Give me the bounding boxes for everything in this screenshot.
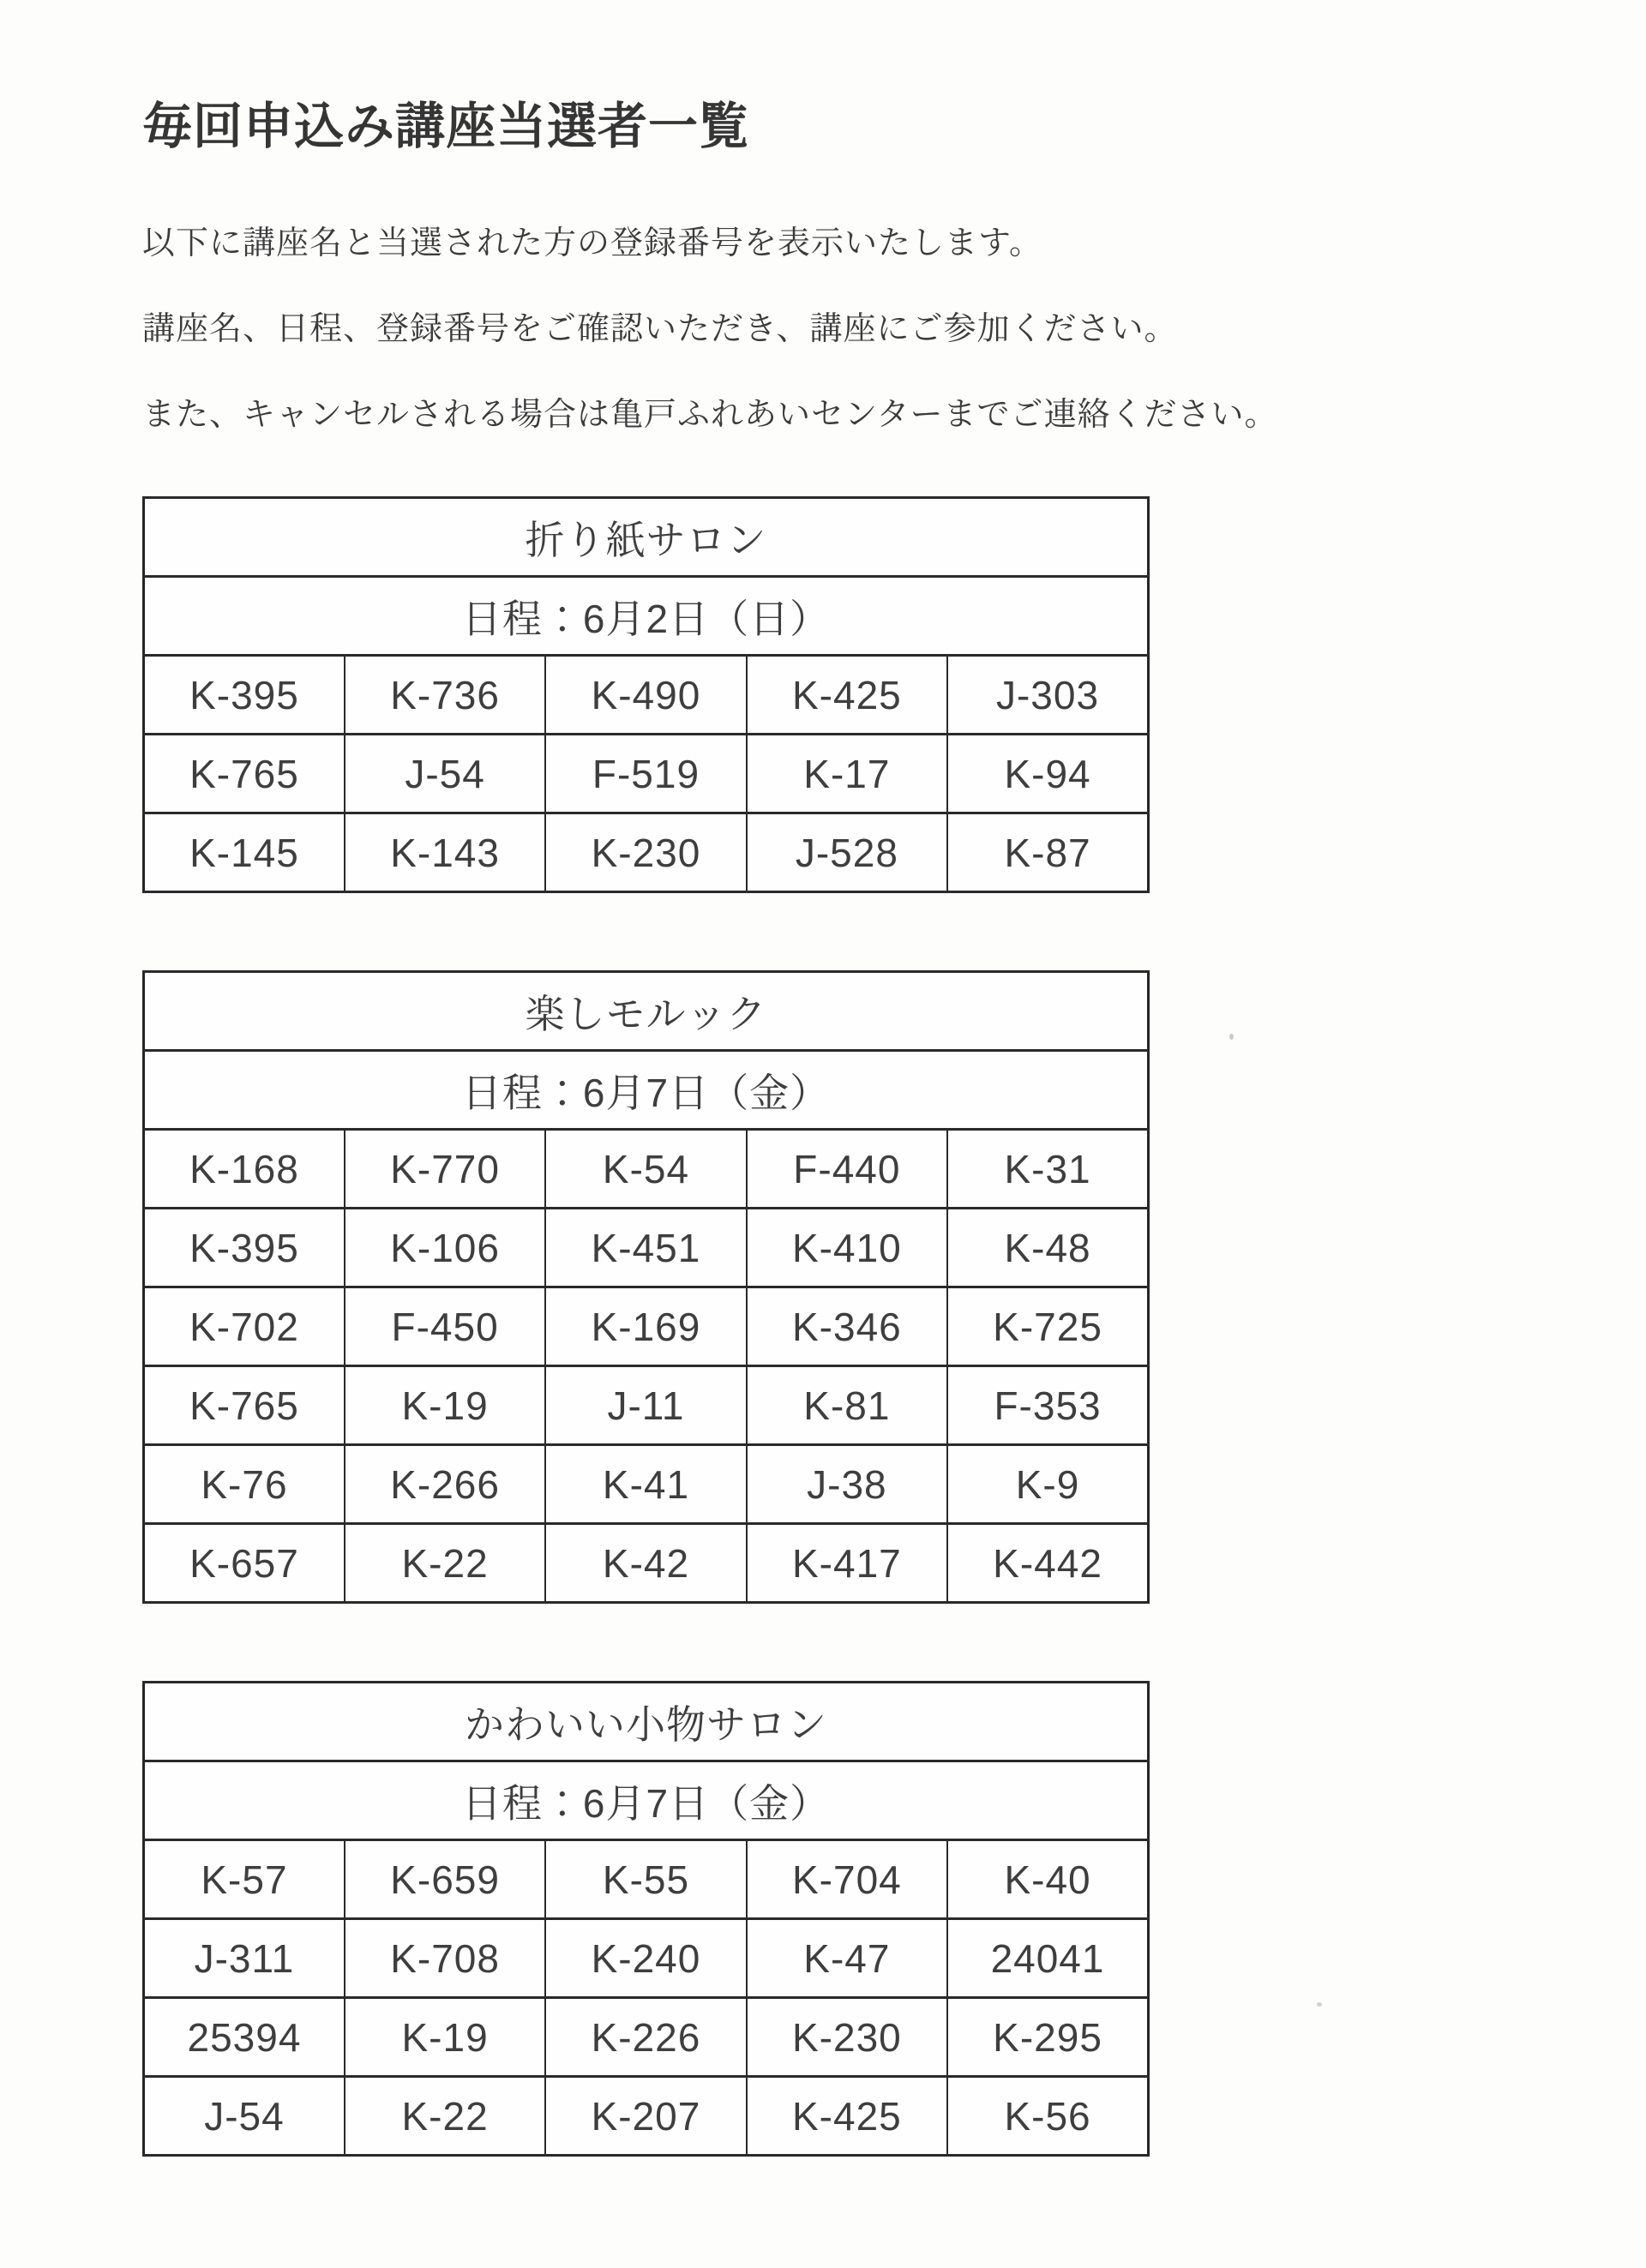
table-row (144, 1051, 1149, 1130)
registration-number-cell: K-765 (144, 735, 345, 813)
registration-number-cell: K-295 (947, 1998, 1148, 2077)
intro-line-1: 以下に講座名と当選された方の登録番号を表示いたします。 (142, 225, 1042, 261)
registration-number-cell: K-266 (345, 1445, 545, 1524)
registration-number-cell: K-207 (545, 2077, 746, 2156)
registration-number-cell: K-736 (345, 656, 545, 735)
registration-number-cell: 24041 (947, 1919, 1148, 1998)
registration-number-cell: K-659 (345, 1840, 545, 1919)
registration-number-cell: K-17 (747, 735, 947, 813)
table-row (144, 2077, 1149, 2156)
registration-number-cell: K-395 (144, 656, 345, 735)
registration-number-cell: J-54 (144, 2077, 345, 2156)
intro-line-3: また、キャンセルされる場合は亀戸ふれあいセンターまでご連絡ください。 (142, 397, 1278, 433)
registration-number-cell: K-22 (345, 2077, 545, 2156)
schedule-cell: 日程：6月7日（金） (144, 1761, 1149, 1840)
registration-number-cell: F-450 (345, 1287, 545, 1366)
table-row (144, 1445, 1149, 1524)
registration-number-cell: K-226 (545, 1998, 746, 2077)
registration-number-cell: J-54 (345, 735, 545, 813)
registration-number-cell: F-440 (747, 1130, 947, 1209)
registration-number-cell: K-55 (545, 1840, 746, 1919)
registration-number-cell: J-303 (947, 656, 1148, 735)
scan-speck (1229, 1034, 1234, 1040)
table-row (144, 1919, 1149, 1998)
table-row (144, 1998, 1149, 2077)
registration-number-cell: K-81 (747, 1366, 947, 1445)
table-row (144, 1209, 1149, 1287)
table-row (144, 735, 1149, 813)
registration-number-cell: K-417 (747, 1524, 947, 1603)
registration-number-cell: K-42 (545, 1524, 746, 1603)
registration-number-cell: K-425 (747, 2077, 947, 2156)
registration-number-cell: K-143 (345, 813, 545, 892)
registration-number-cell: K-442 (947, 1524, 1148, 1603)
registration-number-cell: K-22 (345, 1524, 545, 1603)
course-tables (142, 496, 1646, 2157)
table-row (144, 498, 1149, 577)
registration-number-cell: F-353 (947, 1366, 1148, 1445)
intro-line-2: 講座名、日程、登録番号をご確認いただき、講座にご参加ください。 (142, 311, 1178, 347)
course-table (142, 496, 1150, 893)
registration-number-cell: K-346 (747, 1287, 947, 1366)
registration-number-cell: K-765 (144, 1366, 345, 1445)
registration-number-cell: K-19 (345, 1366, 545, 1445)
table-row (144, 972, 1149, 1051)
table-row (144, 1524, 1149, 1603)
table-row (144, 1683, 1149, 1761)
registration-number-cell: K-48 (947, 1209, 1148, 1287)
registration-number-cell: J-38 (747, 1445, 947, 1524)
registration-number-cell: K-87 (947, 813, 1148, 892)
course-table (142, 970, 1150, 1604)
schedule-cell: 日程：6月2日（日） (144, 577, 1149, 656)
schedule-cell: 日程：6月7日（金） (144, 1051, 1149, 1130)
registration-number-cell: F-519 (545, 735, 746, 813)
course-name-cell: 折り紙サロン (144, 498, 1149, 577)
registration-number-cell: K-410 (747, 1209, 947, 1287)
registration-number-cell: K-240 (545, 1919, 746, 1998)
registration-number-cell: K-425 (747, 656, 947, 735)
registration-number-cell: K-47 (747, 1919, 947, 1998)
registration-number-cell: K-451 (545, 1209, 746, 1287)
registration-number-cell: K-230 (545, 813, 746, 892)
registration-number-cell: K-168 (144, 1130, 345, 1209)
table-row (144, 813, 1149, 892)
registration-number-cell: 25394 (144, 1998, 345, 2077)
registration-number-cell: J-11 (545, 1366, 746, 1445)
page-title: 毎回申込み講座当選者一覧 (142, 99, 750, 154)
table-row (144, 577, 1149, 656)
registration-number-cell: K-770 (345, 1130, 545, 1209)
registration-number-cell: K-702 (144, 1287, 345, 1366)
table-row (144, 656, 1149, 735)
registration-number-cell: K-54 (545, 1130, 746, 1209)
table-row (144, 1840, 1149, 1919)
registration-number-cell: K-704 (747, 1840, 947, 1919)
registration-number-cell: K-41 (545, 1445, 746, 1524)
registration-number-cell: K-230 (747, 1998, 947, 2077)
registration-number-cell: K-145 (144, 813, 345, 892)
table-row (144, 1366, 1149, 1445)
registration-number-cell: K-94 (947, 735, 1148, 813)
registration-number-cell: K-9 (947, 1445, 1148, 1524)
registration-number-cell: K-708 (345, 1919, 545, 1998)
table-row (144, 1761, 1149, 1840)
registration-number-cell: K-31 (947, 1130, 1148, 1209)
registration-number-cell: K-56 (947, 2077, 1148, 2156)
course-name-cell: 楽しモルック (144, 972, 1149, 1051)
scan-speck (1317, 2002, 1322, 2007)
registration-number-cell: K-76 (144, 1445, 345, 1524)
intro-paragraphs (142, 216, 1646, 435)
registration-number-cell: K-19 (345, 1998, 545, 2077)
registration-number-cell: J-528 (747, 813, 947, 892)
registration-number-cell: K-657 (144, 1524, 345, 1603)
registration-number-cell: K-169 (545, 1287, 746, 1366)
registration-number-cell: K-395 (144, 1209, 345, 1287)
table-row (144, 1287, 1149, 1366)
registration-number-cell: K-106 (345, 1209, 545, 1287)
registration-number-cell: J-311 (144, 1919, 345, 1998)
registration-number-cell: K-490 (545, 656, 746, 735)
registration-number-cell: K-40 (947, 1840, 1148, 1919)
course-table (142, 1681, 1150, 2157)
course-name-cell: かわいい小物サロン (144, 1683, 1149, 1761)
registration-number-cell: K-725 (947, 1287, 1148, 1366)
table-row (144, 1130, 1149, 1209)
registration-number-cell: K-57 (144, 1840, 345, 1919)
